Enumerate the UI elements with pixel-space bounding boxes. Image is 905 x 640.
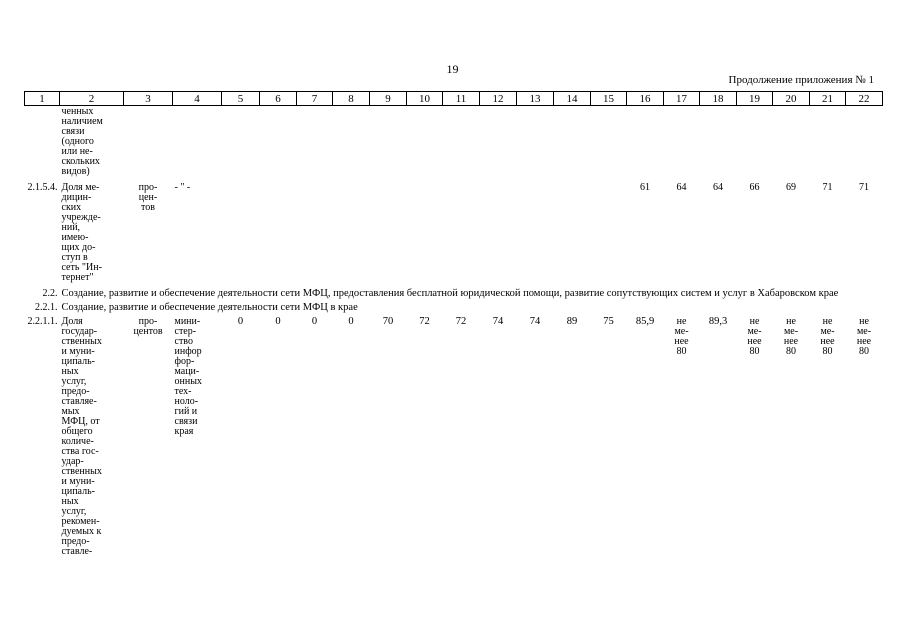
value-cell: не ме- нее 80 <box>783 316 799 357</box>
value-cell: 74 <box>529 316 541 327</box>
value-cell <box>370 177 407 283</box>
column-header: 7 <box>297 92 333 106</box>
column-header: 6 <box>260 92 297 106</box>
section-title: Создание, развитие и обеспечение деятельности сети МФЦ в крае <box>61 302 358 313</box>
appendix-continuation-label: Продолжение приложения № 1 <box>728 74 874 86</box>
column-header: 17 <box>664 92 700 106</box>
column-header: 11 <box>443 92 480 106</box>
value-cell: 0 <box>348 316 354 327</box>
value-cell <box>517 177 554 283</box>
value-cell <box>480 177 517 283</box>
column-header: 16 <box>627 92 664 106</box>
column-header: 15 <box>591 92 627 106</box>
value-cell: 70 <box>382 316 394 327</box>
section-row <box>25 299 883 313</box>
column-header: 4 <box>173 92 222 106</box>
value-cell: 75 <box>603 316 614 327</box>
value-cell: 0 <box>237 316 244 327</box>
column-header: 19 <box>737 92 773 106</box>
value-cell: 61 <box>640 182 650 193</box>
value-cell <box>443 177 480 283</box>
executor: - " - <box>174 182 191 193</box>
value-cell: не ме- нее 80 <box>747 316 762 357</box>
value-cell <box>222 177 260 283</box>
column-header: 8 <box>333 92 370 106</box>
column-number-header-row <box>25 92 883 106</box>
column-header: 21 <box>810 92 846 106</box>
value-cell <box>554 177 591 283</box>
section-row <box>25 283 883 299</box>
table-row <box>25 106 883 178</box>
column-header: 3 <box>124 92 173 106</box>
value-cell: 89 <box>566 316 578 327</box>
column-header: 2 <box>60 92 124 106</box>
column-header: 12 <box>480 92 517 106</box>
indicator-name: ченных наличием связи (одного или не- скольких видов) <box>61 106 103 177</box>
value-cell: 72 <box>419 316 430 327</box>
row-number: 2.2.1. <box>35 302 58 313</box>
executor: мини- стер- ство инфор фор- маци- онных тех- ноло- гий и связи края <box>174 316 202 437</box>
table-row <box>25 313 883 557</box>
column-header: 20 <box>773 92 810 106</box>
value-cell: не ме- нее 80 <box>674 316 689 357</box>
column-header: 5 <box>222 92 260 106</box>
column-header: 1 <box>25 92 60 106</box>
value-cell: 64 <box>713 182 723 193</box>
indicator-name: Доля государ- ственных и муни- ципаль- ных услуг, предо- ставляе- мых МФЦ, от общего количе- ства гос- удар- ственных и муни- ципаль- ных услуг, рекомен- дуемых к предо- ставле- <box>61 316 102 557</box>
value-cell: 66 <box>749 182 760 193</box>
row-number: 2.2.1.1. <box>27 316 58 327</box>
column-header: 22 <box>846 92 883 106</box>
column-header: 14 <box>554 92 591 106</box>
value-cell: 71 <box>822 182 833 193</box>
indicators-table <box>24 91 883 557</box>
value-cell <box>591 177 627 283</box>
value-cell: 89,3 <box>708 316 728 327</box>
column-header: 13 <box>517 92 554 106</box>
value-cell: 74 <box>492 316 504 327</box>
row-number: 2.1.5.4. <box>27 182 58 193</box>
value-cell: не ме- нее 80 <box>820 316 835 357</box>
column-header: 18 <box>700 92 737 106</box>
value-cell: 69 <box>786 182 796 193</box>
value-cell <box>333 177 370 283</box>
value-cell: 64 <box>676 182 687 193</box>
value-cell <box>297 177 333 283</box>
value-cell <box>260 177 297 283</box>
value-cell: 0 <box>275 316 281 327</box>
column-header: 10 <box>407 92 443 106</box>
unit: про- цен- тов <box>138 182 158 213</box>
value-cell: 72 <box>455 316 467 327</box>
table-row <box>25 177 883 283</box>
value-cell: не ме- нее 80 <box>856 316 872 357</box>
page-number: 19 <box>446 62 459 76</box>
indicator-name: Доля ме- дицин- ских учрежде- ний, имею- щих до- ступ в сеть "Ин- тернет" <box>61 182 102 283</box>
value-cell: 85,9 <box>635 316 655 327</box>
column-header: 9 <box>370 92 407 106</box>
section-title: Создание, развитие и обеспечение деятельности сети МФЦ, предоставления бесплатной юридической помощи, развитие сопутствующих систем и услуг в Хабаровском крае <box>61 288 839 299</box>
value-cell <box>407 177 443 283</box>
value-cell: 0 <box>311 316 318 327</box>
unit: про- центов <box>133 316 163 337</box>
row-number: 2.2. <box>42 288 58 299</box>
value-cell: 71 <box>859 182 869 193</box>
